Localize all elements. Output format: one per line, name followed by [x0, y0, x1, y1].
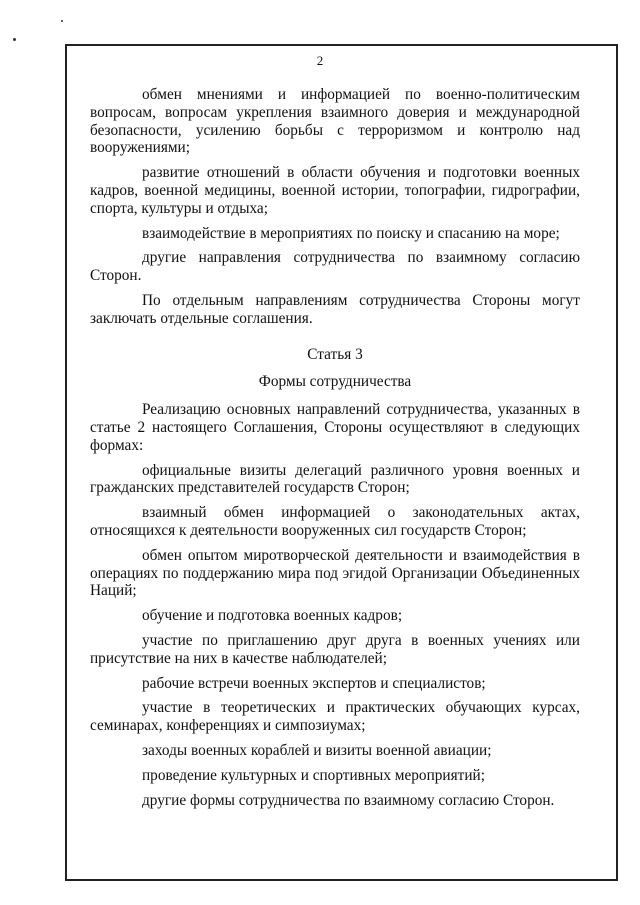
paragraph: участие по приглашению друг друга в военных учениях или присутствие на них в качестве наблюдателей; — [90, 631, 580, 667]
paragraph: заходы военных кораблей и визиты военной авиации; — [142, 741, 492, 759]
paragraph: обмен мнениями и информацией по военно-политическим вопросам, вопросам укрепления взаимного доверия и международной безопасности, усилению борьбы с терроризмом и контролю над вооружениями; — [90, 86, 580, 157]
scan-speck — [61, 20, 63, 22]
paragraph: взаимодействие в мероприятиях по поиску и спасанию на море; — [142, 224, 560, 242]
article-title: Формы сотрудничества — [258, 373, 412, 391]
paragraph: участие в теоретических и практических обучающих курсах, семинарах, конференциях и симпозиумах; — [90, 699, 580, 735]
paragraph: проведение культурных и спортивных мероприятий; — [142, 766, 485, 784]
page-number: 2 — [316, 53, 324, 68]
paragraph: взаимный обмен информацией о законодательных актах, относящихся к деятельности вооруженных сил государств Сторон; — [90, 504, 580, 539]
paragraph: развитие отношений в области обучения и подготовки военных кадров, военной медицины, военной истории, топографии, гидрографии, спорта, культуры и отдыха; — [90, 164, 580, 217]
paragraph: рабочие встречи военных экспертов и специалистов; — [142, 674, 486, 692]
paragraph: Реализацию основных направлений сотрудничества, указанных в статье 2 настоящего Соглашения, Стороны осуществляют в следующих формах: — [90, 401, 580, 454]
paragraph: По отдельным направлениям сотрудничества Стороны могут заключать отдельные соглашения. — [90, 291, 580, 327]
article-heading: Статья 3 — [307, 345, 363, 363]
paragraph: официальные визиты делегаций различного уровня военных и гражданских представителей государств Сторон; — [90, 461, 580, 497]
paragraph: другие формы сотрудничества по взаимному согласию Сторон. — [142, 791, 555, 809]
document-body — [90, 86, 580, 816]
scan-speck — [13, 38, 16, 41]
paragraph: обучение и подготовка военных кадров; — [142, 607, 403, 625]
paragraph: другие направления сотрудничества по взаимному согласию Сторон. — [90, 249, 580, 285]
paragraph: обмен опытом миротворческой деятельности и взаимодействия в операциях по поддержанию мира под эгидой Организации Объединенных Наций; — [90, 546, 580, 600]
